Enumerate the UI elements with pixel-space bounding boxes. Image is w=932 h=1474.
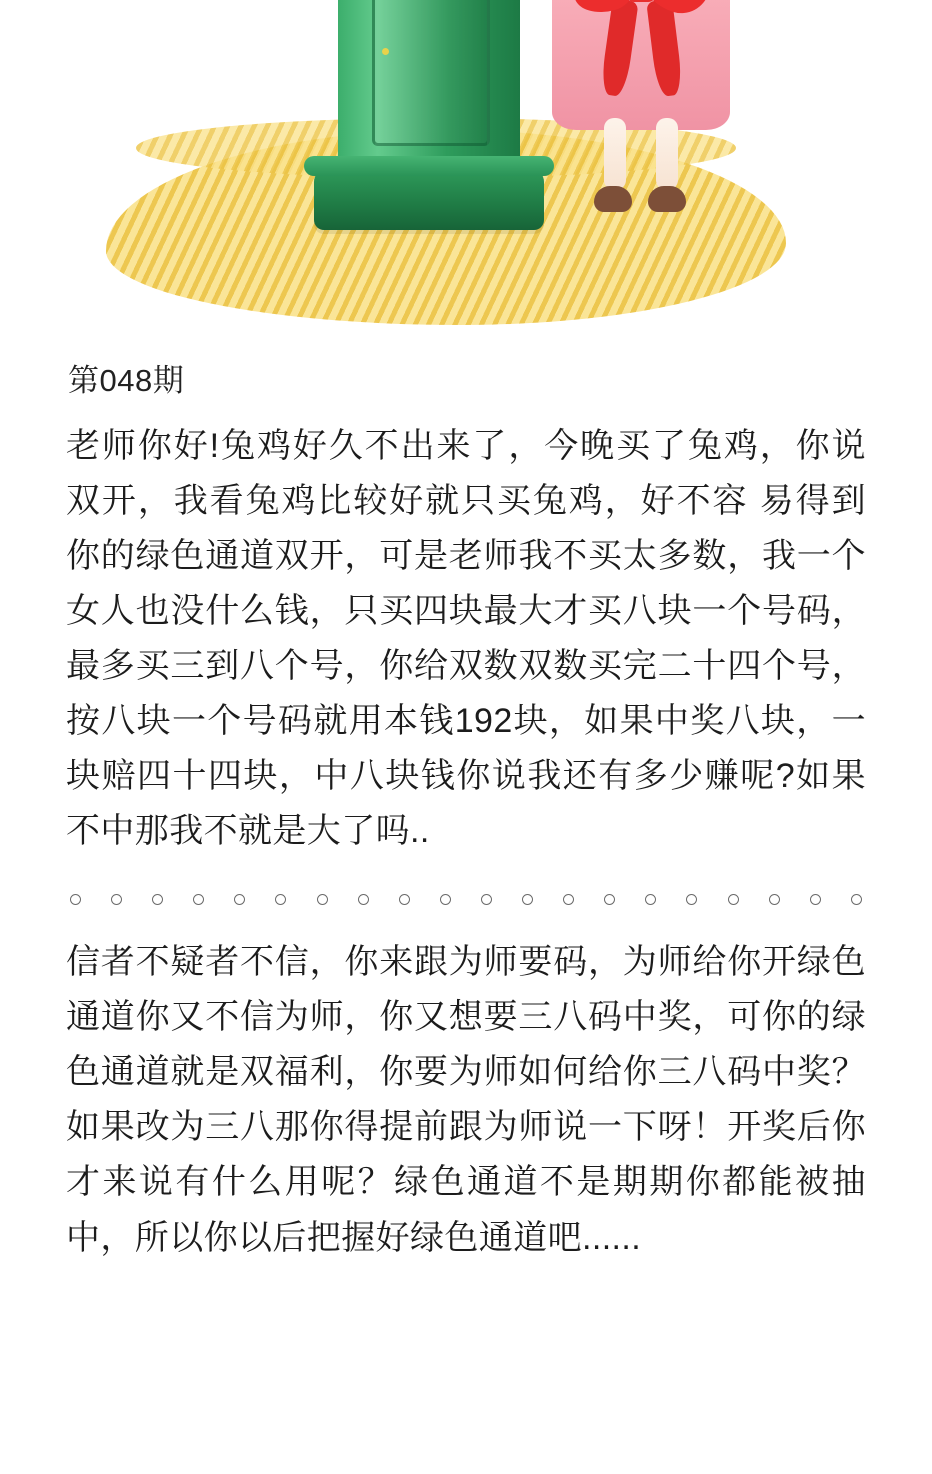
divider-dot — [769, 894, 780, 905]
girl-shoe-left — [594, 186, 632, 212]
divider-dot — [686, 894, 697, 905]
divider-dot — [728, 894, 739, 905]
divider-dot — [810, 894, 821, 905]
divider-dot — [851, 894, 862, 905]
answer-paragraph: 信者不疑者不信，你来跟为师要码，为师给你开绿色通道你又不信为师，你又想要三八码中奖，可你的绿色通道就是双福利，你要为师如何给你三八码中奖？如果改为三八那你得提前跟为师说一下呀！开奖后你才来说有什么用呢？绿色通道不是期期你都能被抽中，所以你以后把握好绿色通道吧...... — [66, 943, 866, 1257]
question-paragraph: 老师你好!兔鸡好久不出来了，今晚买了兔鸡，你说双开，我看兔鸡比较好就只买兔鸡，好不容 易得到你的绿色通道双开，可是老师我不买太多数，我一个女人也没什么钱，只买四块最大才买八块一个号码，最多买三到八个号，你给双数双数买完二十四个号，按八块一个号码就用本钱192块，如果中奖八块，一块赔四十四块，中八块钱你说我还有多少赚呢?如果不中那我不就是大了吗.. — [66, 426, 866, 851]
divider-dot — [399, 894, 410, 905]
mailbox-base — [314, 168, 544, 230]
divider-dot — [193, 894, 204, 905]
divider-dot — [604, 894, 615, 905]
divider-dot — [317, 894, 328, 905]
girl-shoe-right — [648, 186, 686, 212]
divider-dot — [440, 894, 451, 905]
divider-dot — [111, 894, 122, 905]
mailbox-body-icon — [338, 0, 520, 180]
girl-leg-right — [656, 118, 678, 190]
girl-dress — [552, 0, 730, 130]
divider-dot — [70, 894, 81, 905]
divider-dot — [275, 894, 286, 905]
divider-dot — [358, 894, 369, 905]
divider-dot — [234, 894, 245, 905]
divider-dot — [522, 894, 533, 905]
divider-dot — [481, 894, 492, 905]
header-illustration — [66, 0, 866, 336]
illustration-canvas — [66, 0, 866, 336]
divider-dot — [152, 894, 163, 905]
mailbox-knob-icon — [382, 48, 389, 55]
divider-dot — [563, 894, 574, 905]
dot-divider — [70, 889, 862, 909]
issue-label: 第048期 — [68, 363, 185, 398]
girl-leg-left — [604, 118, 626, 190]
mailbox-door-panel — [372, 0, 490, 146]
divider-dot — [645, 894, 656, 905]
article-content — [66, 336, 866, 1306]
